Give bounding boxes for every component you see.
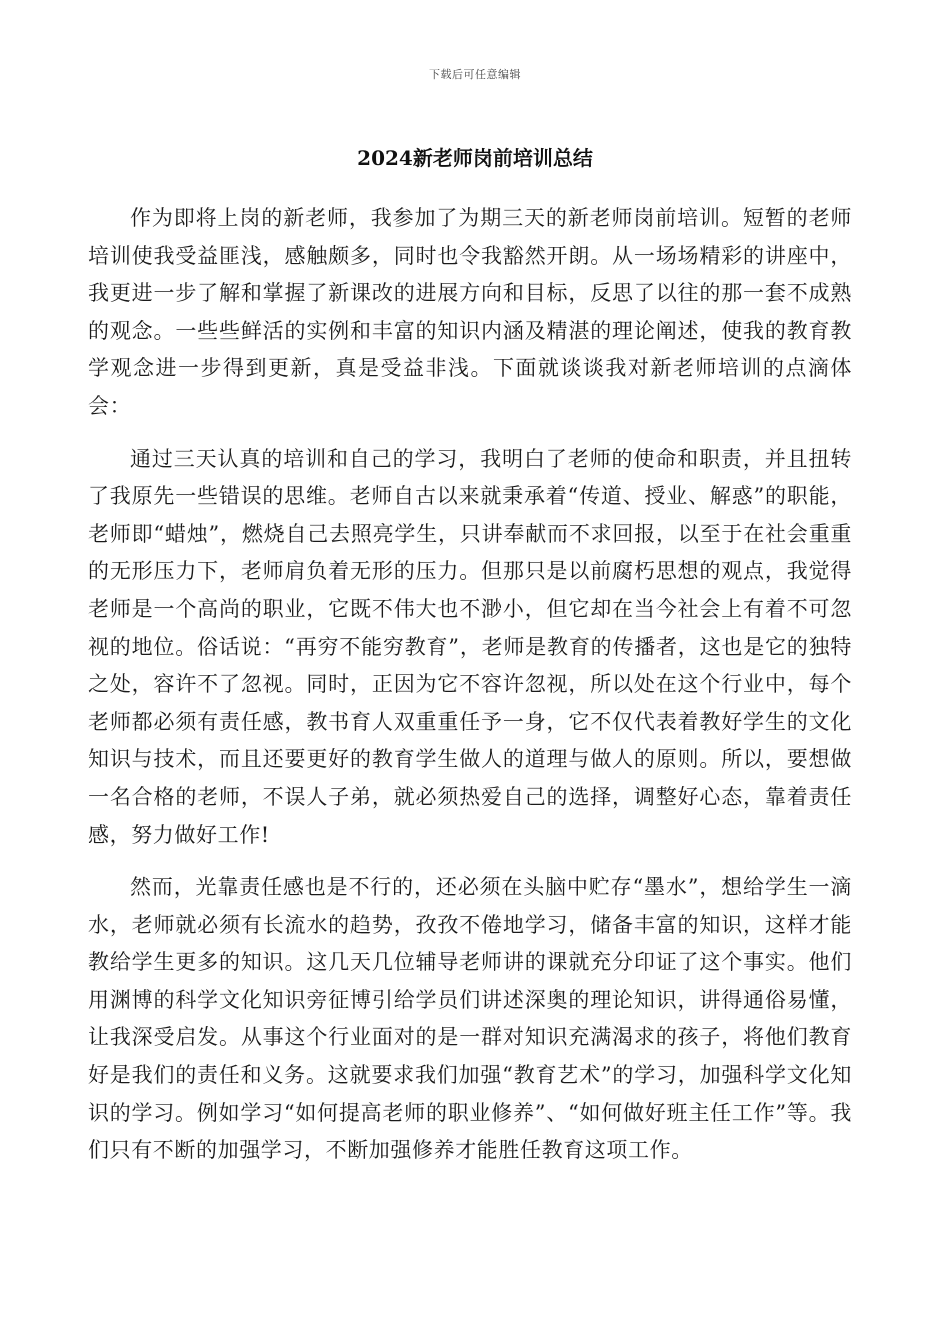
header-note: 下载后可任意编辑 (429, 68, 521, 81)
paragraph-3: 然而，光靠责任感也是不行的，还必须在头脑中贮存“墨水”，想给学生一滴水，老师就必须有长流水的趋势，孜孜不倦地学习，储备丰富的知识，这样才能教给学生更多的知识。这几天几位辅导老师讲的课就充分印证了这个事实。他们用渊博的科学文化知识旁征博引给学员们讲述深奥的理论知识，讲得通俗易懂，让我深受启发。从事这个行业面对的是一群对知识充满渴求的孩子，将他们教育好是我们的责任和义务。这就要求我们加强“教育艺术”的学习，加强科学文化知识的学习。例如学习“如何提高老师的职业修养”、“如何做好班主任工作”等。我们只有不断的加强学习，不断加强修养才能胜任教育这项工作。 (88, 875, 852, 1163)
paragraph-1: 作为即将上岗的新老师，我参加了为期三天的新老师岗前培训。短暂的老师培训使我受益匪浅，感触颇多，同时也令我豁然开朗。从一场场精彩的讲座中，我更进一步了解和掌握了新课改的进展方向和目标，反思了以往的那一套不成熟的观念。一些些鲜活的实例和丰富的知识内涵及精湛的理论阐述，使我的教育教学观念进一步得到更新，真是受益非浅。下面就谈谈我对新老师培训的点滴体会： (88, 206, 852, 418)
paragraph-2: 通过三天认真的培训和自己的学习，我明白了老师的使命和职责，并且扭转了我原先一些错误的思维。老师自古以来就秉承着“传道、授业、解惑”的职能，老师即“蜡烛”，燃烧自己去照亮学生，只讲奉献而不求回报，以至于在社会重重的无形压力下，老师肩负着无形的压力。但那只是以前腐朽思想的观点，我觉得老师是一个高尚的职业，它既不伟大也不渺小，但它却在当今社会上有着不可忽视的地位。俗话说：“再穷不能穷教育”，老师是教育的传播者，这也是它的独特之处，容许不了忽视。同时，正因为它不容许忽视，所以处在这个行业中，每个老师都必须有责任感，教书育人双重重任予一身，它不仅代表着教好学生的文化知识与技术，而且还要更好的教育学生做人的道理与做人的原则。所以，要想做一名合格的老师，不误人子弟，就必须热爱自己的选择，调整好心态，靠着责任感，努力做好工作! (88, 446, 852, 847)
document-body (88, 200, 852, 1185)
document-title: 2024新老师岗前培训总结 (357, 146, 593, 170)
